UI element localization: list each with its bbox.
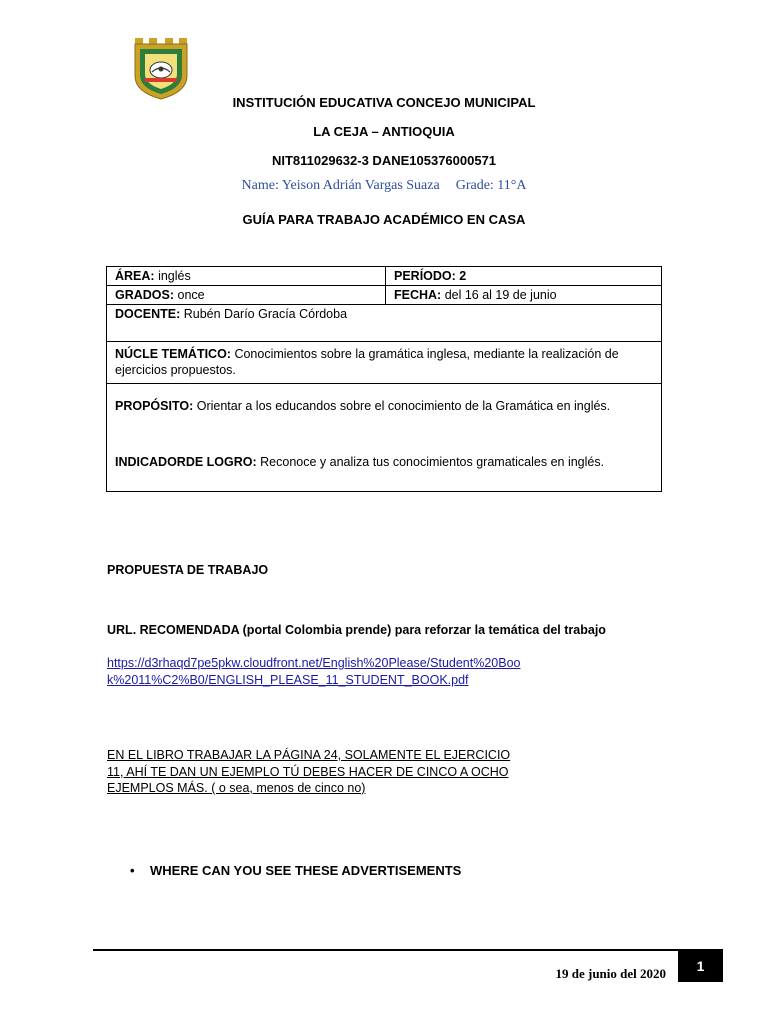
periodo-cell (386, 267, 662, 286)
student-info-line (0, 178, 768, 194)
guide-title: GUÍA PARA TRABAJO ACADÉMICO EN CASA (242, 212, 526, 227)
ids-line: NIT811029632-3 DANE105376000571 (271, 153, 497, 168)
area-cell (107, 267, 386, 286)
indicador-value: Reconoce y analiza tus conocimientos gramaticales en inglés. (256, 455, 605, 469)
footer-date: 19 de junio del 2020 (555, 966, 666, 981)
table-row (107, 305, 662, 342)
institution-name: INSTITUCIÓN EDUCATIVA CONCEJO MUNICIPAL (232, 95, 536, 110)
footer-rule (93, 949, 723, 951)
nucleo-value: Conocimientos sobre la gramática inglesa, mediante la realización de ejercicios propuestos. (115, 347, 619, 377)
grados-label: GRADOS: (115, 288, 175, 302)
fecha-cell (386, 286, 662, 305)
indicador-label: INDICADORDE LOGRO: (115, 455, 257, 469)
docente-cell (107, 305, 662, 342)
page-number: 1 (678, 951, 723, 982)
bullet-item (130, 863, 461, 878)
docente-value: Rubén Darío Gracía Córdoba (180, 307, 348, 321)
task-instructions: EN EL LIBRO TRABAJAR LA PÁGINA 24, SOLAMENTE EL EJERCICIO 11, AHÍ TE DAN UN EJEMPLO TÚ DEBES HACER DE CINCO A OCHO EJEMPLOS MÁS. ( o sea, menos de cinco no) (107, 748, 511, 795)
periodo-value: 2 (455, 269, 467, 283)
propuesta-title: PROPUESTA DE TRABAJO (107, 563, 269, 577)
proposito-value: Orientar a los educandos sobre el conocimiento de la Gramática en inglés. (193, 399, 611, 413)
table-row (107, 286, 662, 305)
proposito-line (115, 398, 653, 414)
table-row (107, 384, 662, 492)
indicador-line (115, 454, 653, 470)
fecha-label: FECHA: (394, 288, 442, 302)
student-grade: Grade: 11°A (455, 178, 527, 193)
recommended-url-link[interactable]: https://d3rhaqd7pe5pkw.cloudfront.net/English%20Please/Student%20Book%2011%C2%B0/ENGLISH_PLEASE_11_STUDENT_BOOK.pdf (107, 656, 521, 687)
info-table (106, 266, 662, 492)
table-row (107, 267, 662, 286)
url-heading: URL. RECOMENDADA (portal Colombia prende) para reforzar la temática del trabajo (107, 623, 606, 637)
bullet-text: WHERE CAN YOU SEE THESE ADVERTISEMENTS (150, 863, 462, 878)
nucleo-label: NÚCLE TEMÁTICO: (115, 347, 231, 361)
periodo-label: PERÍODO: (394, 269, 456, 283)
proposito-indicador-cell (107, 384, 662, 492)
nucleo-cell (107, 342, 662, 384)
table-row (107, 342, 662, 384)
area-value: inglés (154, 269, 191, 283)
student-name: Name: Yeison Adrián Vargas Suaza (241, 178, 440, 193)
grados-value: once (174, 288, 205, 302)
area-label: ÁREA: (115, 269, 155, 283)
grados-cell (107, 286, 386, 305)
fecha-value: del 16 al 19 de junio (441, 288, 557, 302)
docente-label: DOCENTE: (115, 307, 181, 321)
bullet-dot-icon: • (130, 863, 135, 878)
school-crest-logo (133, 38, 189, 100)
location-line: LA CEJA – ANTIOQUIA (313, 124, 455, 139)
proposito-label: PROPÓSITO: (115, 399, 194, 413)
